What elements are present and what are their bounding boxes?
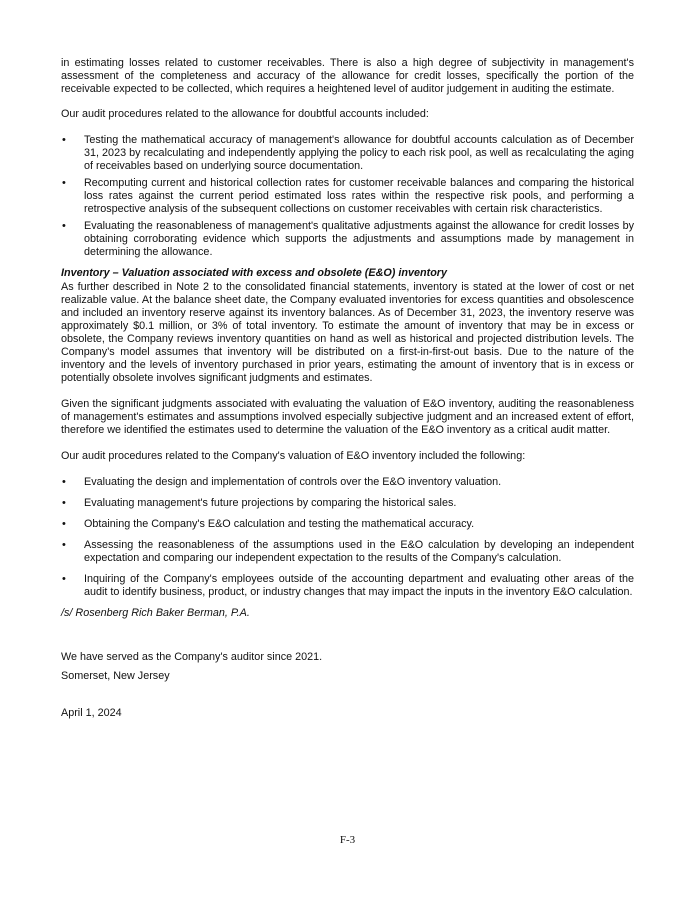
list-item — [61, 177, 634, 216]
list-item-text: Evaluating management's future projections by comparing the historical sales. — [84, 497, 457, 509]
bullet-icon: • — [62, 134, 66, 146]
bullet-icon: • — [62, 539, 66, 551]
eo-procedures-list — [61, 476, 634, 599]
inventory-paragraph: As further described in Note 2 to the consolidated financial statements, inventory is stated at the lower of cost or net realizable value. At the balance sheet date, the Company evaluated inventories for excess quantities and obsolescence and included an inventory reserve against its inventory balances. As of December 31, 2023, the inventory reserve was approximately $0.1 million, or 3% of total inventory. To estimate the amount of inventory that may be in excess or obsolete, the Company reviews inventory quantities on hand as well as historical and projected distribution levels. The Company's model assumes that inventory will be distributed on a first-in-first-out basis. Due to the nature of the inventory and the levels of inventory purchased in prior years, estimating the amount of inventory that is in excess or potentially obsolete involves significant judgments and estimates. — [61, 281, 634, 384]
allowance-procedures-lead: Our audit procedures related to the allowance for doubtful accounts included: — [61, 108, 429, 120]
list-item — [61, 497, 634, 510]
list-item — [61, 134, 634, 173]
judgments-paragraph: Given the significant judgments associated with evaluating the valuation of E&O inventory, auditing the reasonableness of management's estimates and assumptions involved especially subjective judgment and an increased extent of effort, therefore we identified the estimates used to determine the valuation of the E&O inventory as a critical audit matter. — [61, 398, 634, 436]
bullet-icon: • — [62, 476, 66, 488]
bullet-icon: • — [62, 573, 66, 585]
eo-procedures-lead: Our audit procedures related to the Company's valuation of E&O inventory included the following: — [61, 450, 526, 462]
list-item — [61, 220, 634, 259]
list-item-text: Recomputing current and historical collection rates for customer receivable balances and comparing the historical loss rates against the current period estimated loss rates within the respective risk pools, and performing a retrospective analysis of the subsequent collections on customer receivables with certain risk characteristics. — [84, 177, 634, 215]
section-heading: Inventory – Valuation associated with excess and obsolete (E&O) inventory — [61, 267, 447, 279]
bullet-icon: • — [62, 497, 66, 509]
list-item — [61, 539, 634, 565]
list-item-text: Evaluating the design and implementation of controls over the E&O inventory valuation. — [84, 476, 502, 488]
list-item — [61, 573, 634, 599]
intro-paragraph: in estimating losses related to customer receivables. There is also a high degree of subjectivity in management's assessment of the completeness and accuracy of the allowance for credit losses, specifically the portion of the receivable expected to be collected, which requires a heightened level of auditor judgement in auditing the estimate. — [61, 57, 634, 95]
list-item-text: Inquiring of the Company's employees outside of the accounting department and evaluating other areas of the audit to identify business, product, or industry changes that may impact the inputs in the inventory E&O calculation. — [84, 573, 634, 598]
auditor-signature: /s/ Rosenberg Rich Baker Berman, P.A. — [61, 607, 250, 619]
list-item-text: Assessing the reasonableness of the assumptions used in the E&O calculation by developing an independent expectation and comparing our independent expectation to the results of the Company's calculation. — [84, 539, 634, 564]
bullet-icon: • — [62, 177, 66, 189]
document-page — [61, 57, 634, 720]
report-date: April 1, 2024 — [61, 707, 122, 719]
bullet-icon: • — [62, 518, 66, 530]
auditor-tenure: We have served as the Company's auditor since 2021. — [61, 651, 323, 663]
list-item-text: Evaluating the reasonableness of management's qualitative adjustments against the allowance for credit losses by obtaining corroborating evidence which supports the adjustments and assumptions made by management in determining the allowance. — [84, 220, 634, 258]
list-item-text: Obtaining the Company's E&O calculation and testing the mathematical accuracy. — [84, 518, 475, 530]
allowance-procedures-list — [61, 134, 634, 259]
list-item — [61, 476, 634, 489]
bullet-icon: • — [62, 220, 66, 232]
location: Somerset, New Jersey — [61, 670, 170, 682]
list-item-text: Testing the mathematical accuracy of management's allowance for doubtful accounts calculation as of December 31, 2023 by recalculating and independently applying the policy to each risk pool, as well as recalculating the aging of receivables based on underlying source documentation. — [84, 134, 634, 172]
list-item — [61, 518, 634, 531]
page-number: F-3 — [339, 834, 356, 846]
